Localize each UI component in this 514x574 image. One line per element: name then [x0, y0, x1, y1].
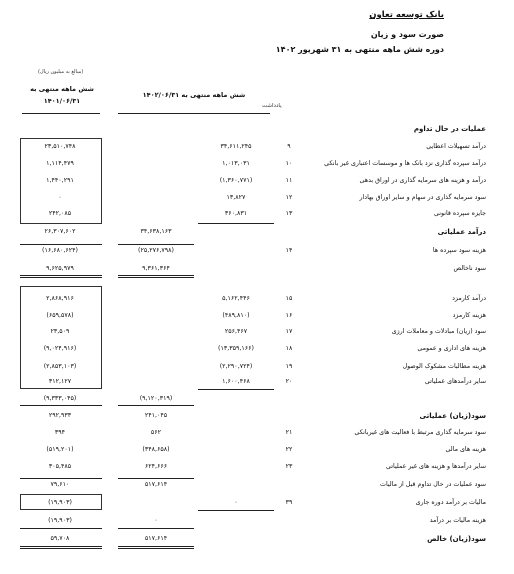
row-value-current-total: ۰	[154, 517, 158, 524]
row-value-prior: ۲۳,۵۱۰,۷۴۸	[44, 143, 76, 150]
row-value-prior: ۲,۸۶۸,۹۱۶	[46, 295, 74, 302]
table-row	[0, 342, 514, 356]
row-note: ۱۰	[285, 160, 293, 167]
row-value-prior: ۲۳,۵۰۹	[50, 328, 70, 335]
row-label: درآمد عملیاتی	[437, 228, 486, 236]
table-row	[0, 191, 514, 205]
row-value-prior: (۶۵۹,۵۷۸)	[46, 312, 74, 319]
table-row	[0, 174, 514, 188]
table-row	[0, 157, 514, 171]
table-row	[0, 262, 514, 276]
table-row	[0, 532, 514, 546]
row-value-current-total: ۵۱۷,۶۱۴	[144, 535, 168, 542]
row-value-prior: ۰	[58, 194, 62, 201]
row-value-current-detail: ۲۵۶,۴۶۷	[224, 328, 248, 335]
table-row	[0, 460, 514, 474]
row-note: ۳۹	[285, 499, 293, 506]
row-value-prior: (۹,۰۲۴,۹۱۶)	[43, 345, 77, 352]
row-value-current-detail: (۴۸۹,۸۱۰)	[222, 312, 250, 319]
row-label: هزینه کارمزد	[452, 312, 486, 319]
final-rule-c2-a	[118, 546, 194, 547]
row-label: مالیات بر درآمد دوره جاری	[415, 499, 486, 506]
row-value-prior: ۱,۱۱۴,۴۷۹	[46, 160, 74, 167]
row-note: ۱۸	[285, 345, 293, 352]
row-value-prior: (۵۱۹,۲۰۱)	[46, 446, 74, 453]
row-value-prior: ۹,۶۲۵,۹۷۹	[46, 265, 74, 272]
row-note: ۲۰	[285, 378, 293, 385]
row-value-current-detail: (۱۳,۳۵۹,۱۶۶)	[218, 345, 254, 352]
row-value-current-detail: (۲,۲۹۰,۷۲۴)	[219, 363, 253, 370]
table-row	[0, 309, 514, 323]
row-label: درآمد و هزینه های سرمایه گذاری در اوراق بدهی	[359, 177, 486, 184]
gross-rule-c3-b	[20, 277, 102, 278]
table-row	[0, 225, 514, 239]
net-rule-c3	[20, 528, 102, 529]
table-row	[0, 514, 514, 528]
row-value-current-detail: ۰	[234, 499, 238, 506]
row-note: ۲۱	[285, 429, 293, 436]
row-note: ۱۲	[285, 194, 293, 201]
subtotal-rule-other	[198, 389, 274, 390]
row-value-prior: ۲۴۲,۰۸۵	[48, 210, 72, 217]
row-value-current-total: ۹,۳۶۱,۳۶۴	[142, 265, 170, 272]
row-label: هزینه های مالی	[445, 446, 486, 453]
column-header-prior-b: ۱۴۰۱/۰۶/۳۱	[43, 97, 81, 105]
row-label: سود(زیان) عملیاتی	[419, 412, 486, 420]
table-row	[0, 409, 514, 423]
net-rule-c2	[118, 528, 194, 529]
table-row	[0, 392, 514, 406]
row-label: درآمد سپرده گذاری نزد بانک ها و موسسات اعتباری غیر بانکی	[324, 160, 486, 167]
gross-rule-c2-b	[118, 277, 194, 278]
table-row	[0, 207, 514, 221]
row-value-prior: ۳۱۲,۱۲۷	[48, 378, 72, 385]
row-label: درآمد کارمزد	[452, 295, 486, 302]
statement-title: صورت سود و زیان	[370, 30, 444, 39]
row-value-current-total: ۵۱۷,۶۱۴	[144, 481, 168, 488]
row-value-current-detail: ۱۳,۸۲۷	[226, 194, 246, 201]
row-value-prior: ۱,۴۴۰,۲۹۱	[46, 177, 74, 184]
unit-note: (مبالغ به میلیون ریال)	[38, 69, 84, 75]
row-value-current-detail: ۳۶۰,۸۳۱	[224, 210, 248, 217]
row-note: ۲۳	[285, 463, 293, 470]
row-value-current-total: (۹,۱۲۰,۳۱۹)	[139, 395, 173, 402]
row-label: سایر درآمدها و هزینه های غیر عملیاتی	[386, 463, 486, 470]
final-rule-c3-b	[20, 548, 102, 549]
row-label: سایر درآمدهای عملیاتی	[424, 378, 486, 385]
row-note: ۹	[287, 143, 291, 150]
row-value-current-detail: ۱,۰۱۳,۰۳۱	[222, 160, 250, 167]
row-note: ۱۴	[285, 247, 293, 254]
row-label: جایزه سپرده قانونی	[433, 210, 486, 217]
row-label: سود سرمایه گذاری در سهام و سایر اوراق بهادار	[359, 194, 486, 201]
header-rule-current	[118, 113, 270, 114]
row-value-current-total: ۲۴۱,۰۴۵	[144, 412, 168, 419]
row-label: سود ناخالص	[453, 265, 486, 272]
table-row	[0, 122, 514, 136]
header-rule-prior	[22, 113, 100, 114]
row-value-prior: ۳۰۵,۴۸۵	[48, 463, 72, 470]
column-header-current: شش ماهه منتهی به ۱۴۰۲/۰۶/۳۱	[142, 91, 246, 99]
final-rule-c3-a	[20, 546, 102, 547]
row-label: سود(زیان) خالص	[427, 535, 486, 543]
table-row	[0, 140, 514, 154]
row-value-current-total: ۶۲۴,۶۶۶	[144, 463, 168, 470]
final-rule-c2-b	[118, 548, 194, 549]
row-label: درآمد تسهیلات اعطایی	[426, 143, 486, 150]
table-row	[0, 292, 514, 306]
row-label: عملیات در حال تداوم	[413, 125, 486, 133]
table-row	[0, 426, 514, 440]
table-row	[0, 443, 514, 457]
column-header-prior-a: شش ماهه منتهی به	[30, 85, 94, 93]
table-row	[0, 375, 514, 389]
row-note: ۱۳	[285, 210, 293, 217]
row-label: هزینه مطالبات مشکوک الوصول	[402, 363, 486, 370]
table-row	[0, 244, 514, 258]
row-value-current-detail: ۱,۶۰۰,۴۶۸	[222, 378, 250, 385]
tax-rule-c1	[198, 510, 274, 511]
row-value-current-total: ۵۶۲	[150, 429, 162, 436]
bank-name: بانک توسعه تعاون	[369, 10, 444, 20]
row-value-prior: (۱۹,۹۰۳)	[48, 499, 72, 506]
row-value-prior: ۳۹۴	[54, 429, 66, 436]
row-value-prior: ۷۹,۶۱۰	[50, 481, 70, 488]
row-value-current-detail: ۳۴,۶۱۱,۲۴۵	[220, 143, 252, 150]
row-label: هزینه مالیات بر درآمد	[429, 517, 486, 524]
row-value-prior: ۲۶,۳۰۷,۶۰۲	[44, 228, 76, 235]
row-value-current-detail: (۱,۳۶۰,۷۷۱)	[219, 177, 253, 184]
row-label: سود سرمایه گذاری مرتبط با فعالیت های غیربانکی	[354, 429, 486, 436]
table-row	[0, 325, 514, 339]
table-row	[0, 478, 514, 492]
row-value-prior: ۲۹۲,۹۳۳	[48, 412, 72, 419]
row-value-current-detail: ۵,۱۶۲,۴۴۶	[222, 295, 250, 302]
row-value-prior: (۱۹,۹۰۳)	[48, 517, 72, 524]
row-label: هزینه سود سپرده ها	[432, 247, 486, 254]
row-value-current-total: ۳۴,۶۳۸,۱۶۳	[140, 228, 172, 235]
row-value-current-total: (۲۵,۲۷۶,۷۹۸)	[138, 247, 174, 254]
table-row	[0, 360, 514, 374]
subtotal-rule-income	[198, 223, 274, 224]
row-value-prior: (۲,۸۵۳,۱۰۳)	[43, 363, 77, 370]
row-value-current-total: (۳۴۸,۶۵۸)	[142, 446, 170, 453]
row-note: ۱۱	[285, 177, 293, 184]
row-value-prior: (۱۶,۶۸۰,۶۲۴)	[42, 247, 78, 254]
row-value-prior: ۵۹,۷۰۸	[50, 535, 70, 542]
row-note: ۱۹	[285, 363, 293, 370]
row-note: ۱۵	[285, 295, 293, 302]
table-row	[0, 496, 514, 510]
row-label: سود عملیات در حال تداوم قبل از مالیات	[380, 481, 486, 488]
row-note: ۱۷	[285, 328, 293, 335]
row-label: هزینه های اداری و عمومی	[417, 345, 486, 352]
period-title: دوره شش ماهه منتهی به ۳۱ شهریور ۱۴۰۲	[275, 45, 444, 54]
row-label: سود (زیان) مبادلات و معاملات ارزی	[391, 328, 486, 335]
row-note: ۲۲	[285, 446, 293, 453]
column-header-notes: یادداشت	[262, 103, 282, 109]
row-note: ۱۶	[285, 312, 293, 319]
row-value-prior: (۹,۳۳۳,۰۴۵)	[43, 395, 77, 402]
